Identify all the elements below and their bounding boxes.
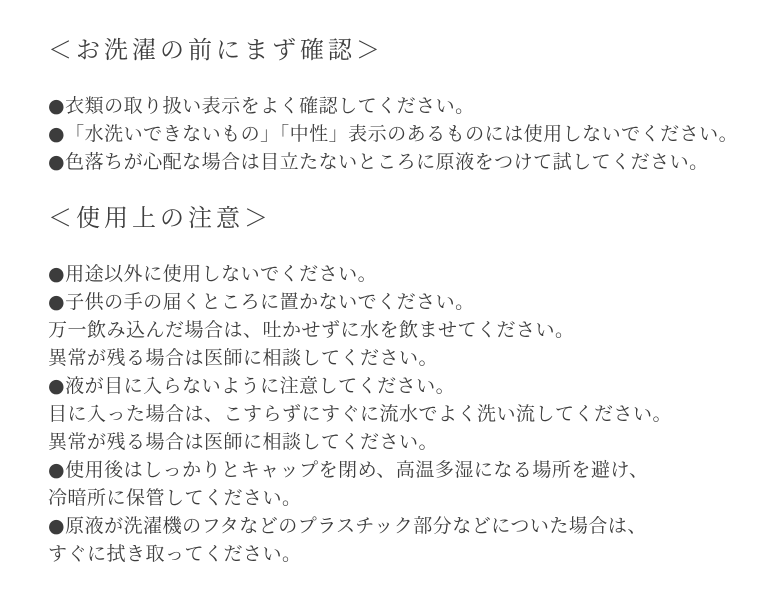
precaution-line: すぐに拭き取ってください。	[48, 543, 302, 565]
precaution-line: 異常が残る場合は医師に相談してください。	[48, 431, 439, 453]
precaution-line: 異常が残る場合は医師に相談してください。	[48, 347, 439, 369]
section-heading-pre-wash-check: ＜お洗濯の前にまず確認＞	[48, 36, 384, 64]
precaution-line: ●用途以外に使用しないでください。	[48, 263, 378, 285]
precaution-line: 万一飲み込んだ場合は、吐かせずに水を飲ませてください。	[48, 319, 575, 341]
section-heading-usage-cautions: ＜使用上の注意＞	[48, 204, 272, 232]
pre-wash-check-lines	[48, 92, 764, 176]
precaution-line: ●原液が洗濯機のフタなどのプラスチック部分などについた場合は、	[48, 515, 647, 537]
precaution-line: ●「水洗いできないもの」「中性」表示のあるものには使用しないでください。	[48, 123, 739, 145]
precaution-line: ●衣類の取り扱い表示をよく確認してください。	[48, 95, 475, 117]
precaution-line: 目に入った場合は、こすらずにすぐに流水でよく洗い流してください。	[48, 403, 673, 425]
precaution-line: ●色落ちが心配な場合は目立たないところに原液をつけて試してください。	[48, 151, 709, 173]
precaution-line: ●使用後はしっかりとキャップを閉め、高温多湿になる場所を避け、	[48, 459, 649, 481]
precaution-line: 冷暗所に保管してください。	[48, 487, 302, 509]
precaution-line: ●子供の手の届くところに置かないでください。	[48, 291, 475, 313]
precaution-line: ●液が目に入らないように注意してください。	[48, 375, 456, 397]
usage-cautions-lines	[48, 260, 764, 568]
